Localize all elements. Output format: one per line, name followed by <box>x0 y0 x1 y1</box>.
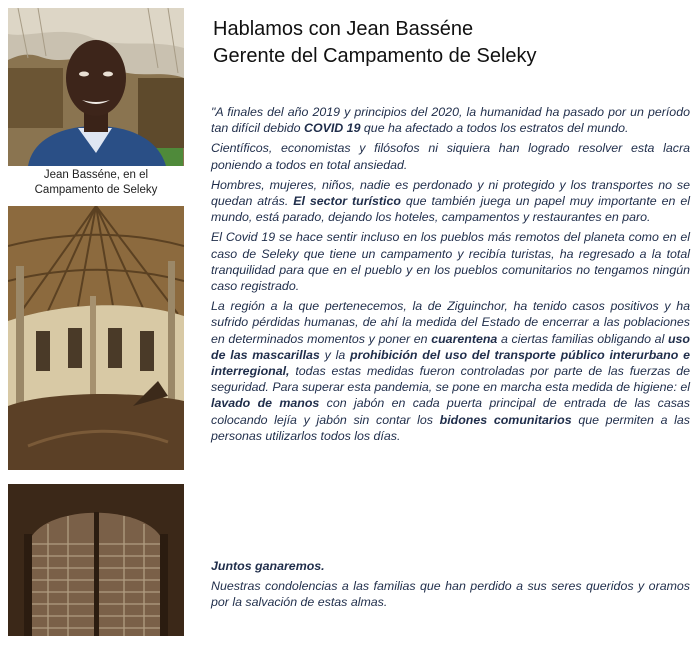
bold-run-7: lavado de manos <box>211 396 320 411</box>
paragraph-5 <box>211 298 690 444</box>
bold-run-1: COVID 19 <box>304 121 361 136</box>
text-run-0: Hombres, mujeres, niños, nadie es perdonado y ni protegido y los transportes no se quedan atrás. <box>211 177 690 209</box>
text-run-8: con jabón en cada puerta principal de entrada de las casas colocando lejía y jabón sin contar los <box>211 396 690 427</box>
closing-section <box>211 558 690 615</box>
bold-run-9: bidones comunitarios <box>439 412 572 427</box>
title-line-1: Hablamos con Jean Basséne <box>213 18 474 40</box>
bold-run-5: prohibición del uso del transporte público interurbano e interregional, <box>211 347 690 379</box>
text-run-0: Científicos, economistas y filósofos ni siquiera han logrado resolver esta lacra poniendo a todos en total ansiedad. <box>211 141 690 172</box>
photo-caption <box>8 168 184 198</box>
caption-line-1: Jean Basséne, en el <box>43 169 149 181</box>
paragraph-3 <box>211 177 690 226</box>
closing-text: Nuestras condolencias a las familias que han perdido a sus seres queridos y oramos por la salvación de estas almas. <box>211 579 690 610</box>
text-run-2: que también juega un papel muy importante en el mundo, está parado, dejando los hoteles, campamentos y restaurantes en paro. <box>211 194 690 225</box>
text-run-2: que ha afectado a todos los estratos del mundo. <box>360 121 629 136</box>
bold-run-1: cuarentena <box>431 331 498 346</box>
text-run-0: La región a la que pertenecemos, la de Ziguinchor, ha tenido casos positivos y ha sufrido pérdidas humanas, de ahí la medida del Estado de encerrar a las poblaciones en determinados momentos y poner en <box>211 299 690 346</box>
caption-line-2: Campamento de Seleky <box>34 184 158 196</box>
closing-heading: Juntos ganaremos. <box>211 559 325 573</box>
bold-run-1: El sector turístico <box>293 194 401 209</box>
round-hut-interior-photo <box>8 206 184 470</box>
page-title <box>213 16 683 70</box>
paragraph-4 <box>211 229 690 294</box>
text-run-2: a ciertas familias obligando al <box>497 331 668 346</box>
portrait-photo <box>8 8 184 166</box>
interview-text <box>211 104 690 448</box>
title-line-2: Gerente del Campamento de Seleky <box>213 45 537 67</box>
text-run-0: El Covid 19 se hace sentir incluso en los pueblos más remotos del planeta como en el caso de Seleky que tiene un campamento y recibía turistas, ha regresado a la total tranquilidad para que en el pueblo y en los pueblos comunitarios no tengamos ningún caso registrado. <box>211 230 690 294</box>
text-run-0: "A finales del año 2019 y principios del 2020, la humanidad ha pasado por un período tan difícil debido <box>211 105 690 136</box>
wooden-door-photo <box>8 484 184 636</box>
text-run-6: todas estas medidas fueron controladas por parte de las fuerzas de seguridad. Para superar esta pandemia, se pone en marcha esta medida de higiene: el <box>211 364 690 395</box>
text-run-10: que permiten a las personas utilizarlos todos los días. <box>211 412 690 443</box>
bold-run-3: uso de las mascarillas <box>211 331 690 362</box>
text-run-4: y la <box>319 347 351 362</box>
paragraph-2 <box>211 140 690 172</box>
paragraph-1 <box>211 104 690 136</box>
